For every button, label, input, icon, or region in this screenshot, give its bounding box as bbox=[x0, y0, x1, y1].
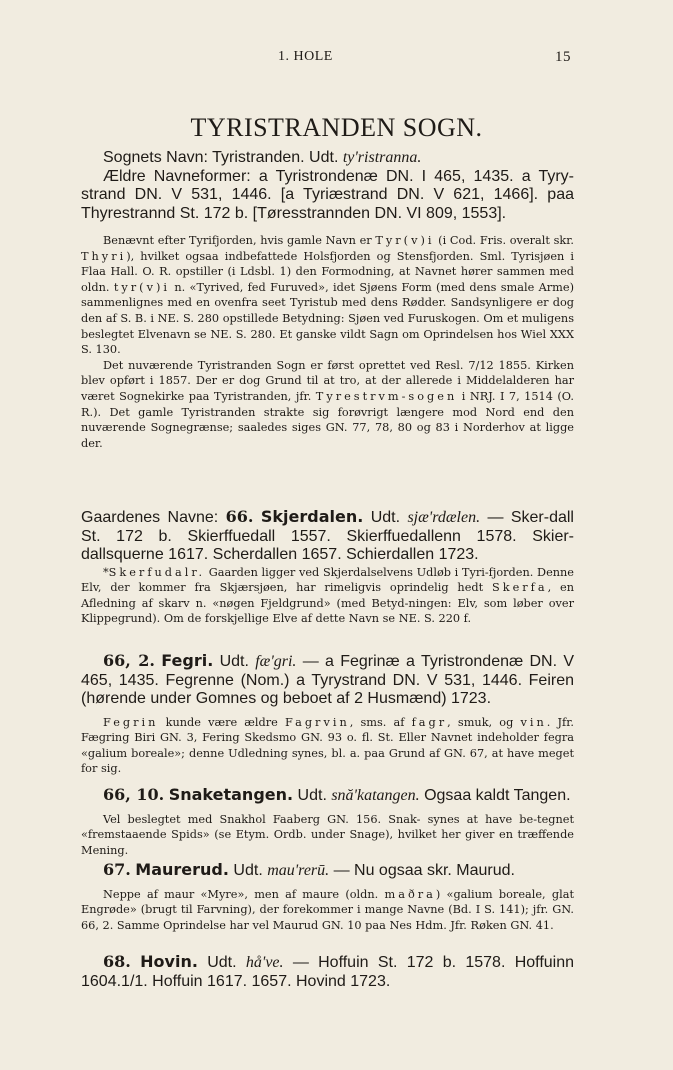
spaced-word: Tyr(v)i bbox=[375, 234, 435, 247]
note-text: Neppe af maur «Myre», men af maure (oldn. bbox=[103, 887, 385, 901]
pronunciation: snă'katangen. bbox=[331, 787, 420, 804]
note-text: i NRJ. I 7, 1514 (O. R.). Det gamle Tyristranden strakte sig forøvrigt længere mod Nord end den nuværende Sognegrænse; saaledes siges GN. 77, 78, 80 og 83 i Norderhov at ligge der. bbox=[81, 389, 574, 450]
note-text: kunde være ældre bbox=[158, 715, 286, 729]
farm-name: Skjerdalen. bbox=[260, 507, 364, 526]
spaced-word: vin bbox=[520, 715, 547, 729]
udt-label: Udt. bbox=[363, 509, 408, 526]
spaced-word: Skerfa bbox=[492, 581, 548, 595]
entry-68 bbox=[81, 953, 574, 991]
note-text: Benævnt efter Tyrifjorden, hvis gamle Navn er bbox=[103, 234, 376, 247]
spaced-word: Skerfudalr. bbox=[108, 565, 206, 579]
farm-number: 66, 10. bbox=[103, 785, 165, 804]
udt-label: Udt. bbox=[293, 787, 332, 804]
sognets-navn-section bbox=[81, 149, 574, 223]
entry-forms: — Nu ogsaa skr. Maurud. bbox=[329, 862, 515, 879]
farm-number: 68. bbox=[103, 952, 131, 971]
section-intro: Gaardenes Navne: bbox=[81, 509, 226, 526]
entry-66-2-note bbox=[81, 715, 574, 777]
entry-67-heading bbox=[81, 861, 574, 881]
note-text: ) «galium boreale, glat Engrøde» (brugt til Farvning), der forekommer i mange Navne (Bd. I S. 141); jfr. GN. 66, 2. Samme Oprindelse har vel Maurud GN. 10 paa Nes Hdm. Jfr. Røken GN. 41. bbox=[81, 887, 574, 932]
chapter-title: TYRISTRANDEN SOGN. bbox=[190, 113, 483, 142]
entry-67-note bbox=[81, 887, 574, 934]
note-text: Gaarden ligger ved Skjerdalselvens Udløb i Tyri-fjorden. Denne Elv, der kommer fra Skjærsjøen, har rimeligvis oprindelig hedt bbox=[81, 565, 574, 595]
farm-name: Snaketangen. bbox=[168, 785, 294, 804]
note-text: , sms. af bbox=[349, 715, 412, 729]
note-paragraph bbox=[81, 233, 574, 358]
pronunciation: hå've. bbox=[245, 954, 284, 971]
spaced-word: Tyrestrvm-sogen bbox=[315, 389, 458, 403]
farm-number: 66, 2. bbox=[103, 651, 155, 670]
entry-66-2 bbox=[81, 652, 574, 777]
farm-name: Fegri. bbox=[161, 651, 214, 670]
pronunciation: sjæ'rdælen. bbox=[407, 509, 481, 526]
entry-66-2-heading bbox=[81, 652, 574, 709]
spaced-word: Fagrvin bbox=[285, 715, 350, 729]
udt-label: Udt. bbox=[228, 862, 268, 879]
pronunciation: ty'ristranna. bbox=[342, 149, 422, 166]
note-text: * bbox=[103, 565, 109, 579]
sognets-navn-text: Sognets Navn: Tyristranden. Udt. bbox=[103, 149, 343, 166]
note-text: (i Cod. Fris. overalt skr. bbox=[434, 234, 574, 247]
entry-forms: — Hoffuin St. 172 b. 1578. Hoffuinn 1604.1/1. Hoffuin 1617. 1657. Hovind 1723. bbox=[81, 954, 575, 990]
entry-68-heading bbox=[81, 953, 574, 991]
entry-66-note bbox=[81, 565, 574, 627]
entry-forms: — a Fegrinæ a Tyristrondenæ DN. V 465, 1435. Fegrenne (Nom.) a Tyrystrand DN. V 531, 1446. Feiren (hørende under Gomnes og beboet af 2 Husmænd) 1723. bbox=[81, 653, 575, 707]
farm-number: 67. bbox=[103, 860, 131, 879]
entry-66-heading bbox=[81, 508, 574, 565]
entry-66-10 bbox=[81, 786, 574, 858]
running-head-title: 1. HOLE bbox=[278, 49, 333, 64]
spaced-word: tyr(v)i bbox=[113, 280, 170, 294]
entry-66-10-heading bbox=[81, 786, 574, 806]
pronunciation: mau'rerū. bbox=[267, 862, 330, 879]
entry-66 bbox=[81, 508, 574, 627]
sognets-navn-line bbox=[81, 149, 574, 168]
entry-66-10-note: Vel beslegtet med Snakhol Faaberg GN. 156. Snak- synes at have be-tegnet «fremstaaende Spids» (se Etym. Ordb. under Snage), hvilket her giver en træffende Mening. bbox=[81, 812, 574, 857]
entry-67 bbox=[81, 861, 574, 933]
note-text: . Jfr. Fægring Biri GN. 3, Fering Skedsmo GN. 93 o. fl. St. Eller Navnet indeholder fegra «galium boreale»; denne Udledning synes, bl. a. paa Grund af GN. 67, at have meget for sig. bbox=[81, 715, 574, 776]
farm-number: 66. bbox=[225, 507, 254, 526]
sogn-notes bbox=[81, 233, 574, 451]
farm-name: Maurerud. bbox=[135, 860, 229, 879]
note-text: Det nuværende Tyristranden Sogn er først oprettet ved Resl. 7/12 1855. Kirken blev opført i 1857. Der er dog Grund til at tro, at der allerede i Middelalderen har været Sognekirke paa Tyristranden, jfr. bbox=[81, 358, 574, 403]
note-text: , smuk, og bbox=[447, 715, 521, 729]
note-text: n. «Tyrived, fed Furuved», idet Sjøens Form (med dens smale Arme) sammenlignes med en ovenfra seet Tyristub med dens Rødder. Sandsynligere er dog den af S. B. i NE. S. 280 opstillede Betydning: Sjøen ved Furuskogen. Om et muligens beslegtet Elvenavn se NE. S. 280. Et ganske vildt Sagn om Oprindelsen hos Wiel XXX S. 130. bbox=[81, 280, 574, 357]
udt-label: Udt. bbox=[213, 653, 256, 670]
aeldre-navneformer: Ældre Navneformer: a Tyristrondenæ DN. I 465, 1435. a Tyry-strand DN. V 531, 1446. [a Tyriæstrand DN. V 621, 1466]. paa Thyrestrannd St. 172 b. [Tøresstrannden DN. VI 809, 1553]. bbox=[81, 167, 574, 222]
page-number: 15 bbox=[555, 49, 571, 65]
note-paragraph bbox=[81, 358, 574, 452]
spaced-word: maðra bbox=[384, 887, 436, 901]
spaced-word: Thyri bbox=[81, 249, 127, 263]
note-text: ), hvilket ogsaa indbefattede Holsfjorden og Stensfjorden. Sml. Tyrisjøen i Flaa Hall. O. R. opstiller (i Ldsbl. 1) den Formodning, at Navnet hører sammen med oldn. bbox=[81, 249, 574, 294]
farm-name: Hovin. bbox=[140, 952, 198, 971]
spaced-word: fagr bbox=[411, 715, 448, 729]
entry-forms: — Sker-dall St. 172 b. Skierffuedall 1557. Skierffuedallenn 1578. Skier-dallsquerne 1617. Scherdallen 1657. Schierdallen 1723. bbox=[81, 509, 574, 563]
note-text: , en Afledning af skarv n. «nøgen Fjeldgrund» (med Betyd-ningen: Elv, som løber over Klippegrund). Om de forskjellige Elve af dette Navn se NE. S. 220 f. bbox=[81, 581, 574, 626]
pronunciation: fæ'gri. bbox=[255, 653, 297, 670]
entry-forms: Ogsaa kaldt Tangen. bbox=[419, 787, 571, 804]
spaced-word: Fegrin bbox=[103, 715, 159, 729]
udt-label: Udt. bbox=[197, 954, 246, 971]
